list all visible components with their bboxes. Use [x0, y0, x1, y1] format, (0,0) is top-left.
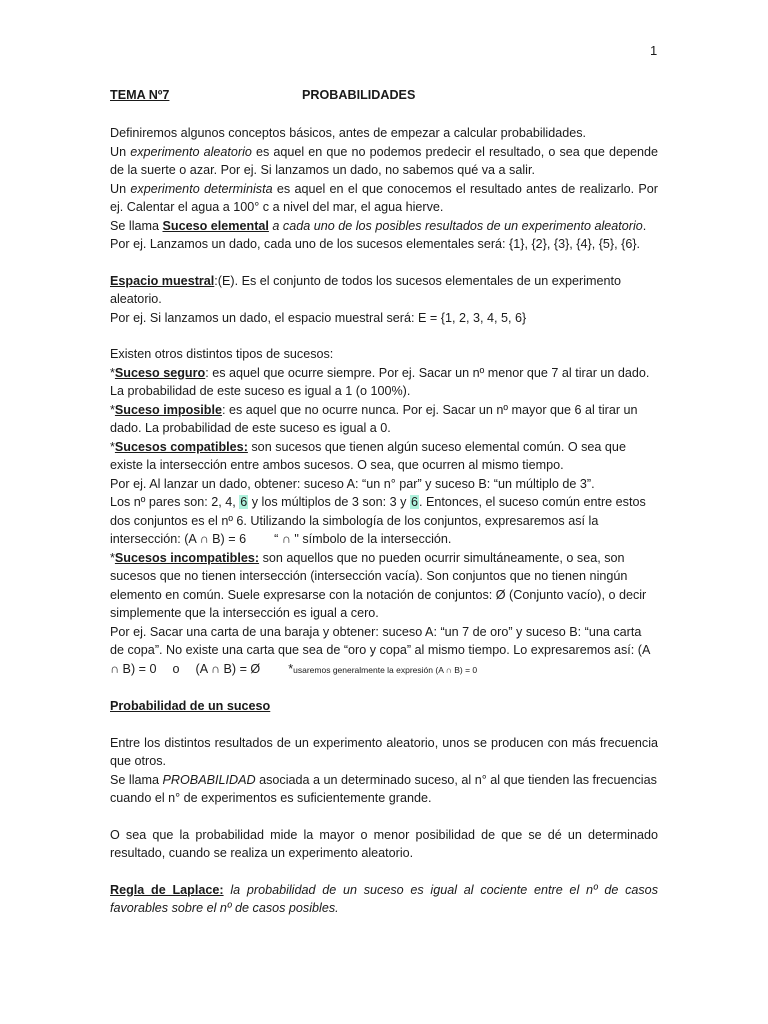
prob-paragraph-3: O sea que la probabilidad mide la mayor o menor posibilidad de que se dé un determinado resultado, cuando se realiza un experimento aleatorio.: [110, 827, 658, 860]
espacio-paragraph: Espacio muestral:(E). Es el conjunto de todos los sucesos elementales de un experimento aleatorio.: [110, 273, 622, 306]
espacio-example: Por ej. Si lanzamos un dado, el espacio muestral será: E = {1, 2, 3, 4, 5, 6}: [110, 310, 527, 325]
document-header: [110, 86, 658, 106]
seguro-term: Suceso seguro: [114, 365, 206, 380]
elemental-paragraph: Se llama Suceso elemental a cada uno de los posibles resultados de un experimento aleatorio.: [110, 218, 647, 233]
aleatorio-term: experimento aleatorio: [130, 144, 252, 159]
intersection-symbol-note: “ ∩ " símbolo de la intersección.: [274, 532, 452, 546]
imposible-term: Suceso imposible: [114, 402, 222, 417]
document-body: [110, 86, 658, 918]
prob-paragraph-1: Entre los distintos resultados de un experimento aleatorio, unos se producen con más frecuencia que otros.: [110, 735, 658, 768]
topic-number: TEMA Nº7: [110, 88, 170, 102]
highlight-six-2: 6: [410, 495, 418, 509]
seguro-paragraph: *Suceso seguro: es aquel que ocurre siempre. Por ej. Sacar un nº menor que 7 al tirar un dado. La probabilidad de este suceso es igual a 1 (o 100%).: [110, 365, 650, 398]
incompatibles-example: Por ej. Sacar una carta de una baraja y obtener: suceso A: “un 7 de oro” y suceso B: “una carta de copa”. No existe una carta que sea de “oro y copa” al mismo tiempo. Lo expresaremos así: (A ∩ B) = 0 o (A ∩ B) = Ø *usaremos generalmente la expresión (A ∩ B) = 0: [110, 624, 650, 676]
espacio-term: Espacio muestral: [110, 273, 215, 288]
intro-paragraph: Definiremos algunos conceptos básicos, antes de empezar a calcular probabilidades.: [110, 126, 587, 140]
laplace-term: Regla de Laplace:: [110, 882, 224, 897]
section-heading-probabilidad: Probabilidad de un suceso: [110, 699, 271, 713]
determinista-term: experimento determinista: [130, 181, 273, 196]
laplace-paragraph: Regla de Laplace: la probabilidad de un suceso es igual al cociente entre el nº de casos favorables sobre el nº de casos posibles.: [110, 882, 658, 915]
compatibles-paragraph: *Sucesos compatibles: son sucesos que tienen algún suceso elemental común. O sea que existe la intersección entre ambos sucesos. O sea, que ocurren al mismo tiempo.: [110, 439, 626, 472]
incompatibles-paragraph: *Sucesos incompatibles: son aquellos que no pueden ocurrir simultáneamente, o sea, son sucesos que no tienen intersección (intersección vacía). Son conjuntos que no tienen ningún elemento en común. Suele expresarse con la notación de conjuntos: Ø (Conjunto vacío), o decir simplemente que la intersección es igual a cero.: [110, 550, 647, 620]
highlight-six: 6: [240, 495, 248, 509]
incompatibles-term: Sucesos incompatibles:: [114, 550, 260, 565]
compatibles-term: Sucesos compatibles:: [114, 439, 248, 454]
page-number: 1: [650, 43, 658, 58]
elemental-term: Suceso elemental: [162, 218, 269, 233]
determinista-paragraph: Un experimento determinista es aquel en el que conocemos el resultado antes de realizarlo. Por ej. Calentar el agua a 100° c a nivel del mar, el agua hierve.: [110, 181, 658, 214]
aleatorio-paragraph: Un experimento aleatorio es aquel en que no podemos predecir el resultado, o sea que depende de la suerte o azar. Por ej. Si lanzamos un dado, no sabemos qué va a salir.: [110, 144, 658, 177]
imposible-paragraph: *Suceso imposible: es aquel que no ocurre nunca. Por ej. Sacar un nº mayor que 6 al tirar un dado. La probabilidad de este suceso es igual a 0.: [110, 402, 638, 435]
prob-paragraph-2: Se llama PROBABILIDAD asociada a un determinado suceso, al n° al que tienden las frecuencias cuando el n° de experimentos es suficientemente grande.: [110, 772, 657, 805]
elemental-example: Por ej. Lanzamos un dado, cada uno de los sucesos elementales será: {1}, {2}, {3}, {4}, {5}, {6}.: [110, 237, 641, 251]
compatibles-detail: Los nº pares son: 2, 4, 6 y los múltiplos de 3 son: 3 y 6. Entonces, el suceso común entre estos dos conjuntos es el nº 6. Utilizando la simbología de los conjuntos, expresaremos así la intersección: (A ∩ B) = 6 “ ∩ " símbolo de la intersección.: [110, 495, 646, 546]
compatibles-example: Por ej. Al lanzar un dado, obtener: suceso A: “un n° par” y suceso B: “un múltiplo de 3”.: [110, 476, 595, 491]
footnote-small: usaremos generalmente la expresión (A ∩ B) = 0: [293, 664, 478, 675]
document-title: PROBABILIDADES: [302, 88, 416, 102]
probabilidad-term: PROBABILIDAD: [162, 772, 256, 787]
tipos-intro: Existen otros distintos tipos de sucesos:: [110, 347, 334, 361]
